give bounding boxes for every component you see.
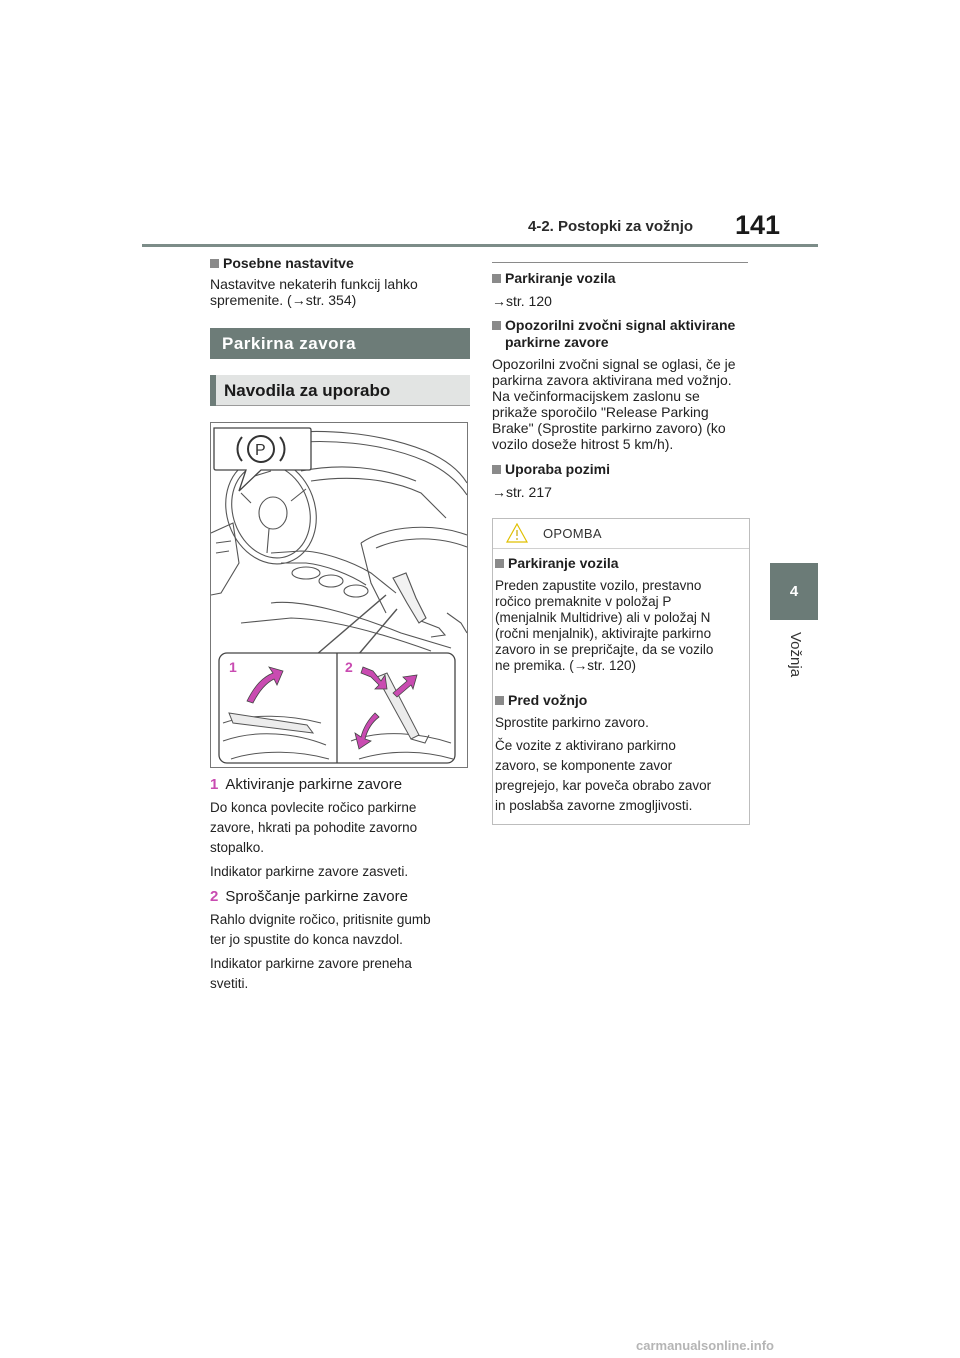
warning-triangle-icon bbox=[506, 523, 528, 543]
right-column bbox=[492, 262, 750, 825]
page-reference-link: str. 120 bbox=[506, 293, 552, 309]
special-settings-text: Nastavitve nekaterih funkcij lahko spremenite. (→str. 354) bbox=[210, 276, 418, 308]
step-1-number: 1 bbox=[210, 776, 219, 793]
warning-signal-heading: Opozorilni zvočni signal aktivirane parkirne zavore bbox=[492, 317, 750, 351]
car-interior-drawing bbox=[211, 423, 468, 768]
step-2 bbox=[210, 888, 470, 994]
note-before-driving-heading: Pred vožnjo bbox=[495, 692, 749, 709]
note-body bbox=[493, 549, 749, 824]
banner-accent-bar bbox=[210, 375, 216, 406]
page-number: 141 bbox=[735, 210, 781, 240]
square-bullet-icon bbox=[492, 321, 501, 330]
winter-heading: Uporaba pozimi bbox=[492, 461, 750, 478]
p-brake-indicator-icon: P bbox=[255, 442, 266, 459]
step-1-marker: 1 bbox=[229, 659, 237, 675]
square-bullet-icon bbox=[210, 259, 219, 268]
header-divider bbox=[142, 244, 818, 247]
parking-brake-illustration bbox=[210, 422, 468, 768]
parking-heading: Parkiranje vozila bbox=[492, 270, 750, 287]
subsection-banner: Navodila za uporabo bbox=[210, 375, 470, 406]
step-1-description: Do konca povlecite ročico parkirne zavore, hkrati pa pohodite zavorno stopalko. bbox=[210, 800, 418, 855]
arrow-right-icon: → bbox=[492, 293, 506, 309]
warning-signal-text: Opozorilni zvočni signal se oglasi, če je parkirna zavora aktivirana med vožnjo. Na večinformacijskem zaslonu se prikaže sporočilo "Release Parking Brake" (Sprostite parkirno zavoro) (ko vozilo doseže hitrost 5 km/h). bbox=[492, 356, 736, 452]
step-2-description: Rahlo dvignite ročico, pritisnite gumb ter jo spustite do konca navzdol. bbox=[210, 912, 431, 947]
step-1-title: Aktiviranje parkirne zavore bbox=[225, 776, 403, 793]
parking-reference bbox=[492, 293, 750, 309]
chapter-tab bbox=[770, 563, 818, 620]
note-before-driving-line1: Sprostite parkirno zavoro. bbox=[495, 715, 649, 730]
note-before-driving-text: Če vozite z aktivirano parkirno zavoro, se komponente zavor pregrejejo, kar poveča obrabo zavor in poslabša zavorne zmogljivosti. bbox=[495, 738, 712, 813]
page-reference-link: str. 217 bbox=[506, 484, 552, 500]
arrow-right-icon: → bbox=[492, 484, 506, 500]
note-parking-heading: Parkiranje vozila bbox=[495, 555, 749, 572]
page-reference-link: str. 354) bbox=[305, 292, 357, 308]
section-banner: Parkirna zavora bbox=[210, 328, 470, 359]
watermark: carmanualsonline.info bbox=[636, 1338, 774, 1353]
left-column bbox=[210, 255, 470, 994]
step-2-title: Sproščanje parkirne zavore bbox=[225, 888, 408, 905]
square-bullet-icon bbox=[495, 696, 504, 705]
chapter-number: 4 bbox=[789, 583, 799, 600]
square-bullet-icon bbox=[495, 559, 504, 568]
arrow-right-icon: → bbox=[291, 292, 306, 308]
special-settings-heading: Posebne nastavitve bbox=[210, 255, 470, 272]
page-reference-link: str. 120) bbox=[587, 658, 637, 673]
chapter-label: Vožnja bbox=[787, 632, 804, 678]
square-bullet-icon bbox=[492, 465, 501, 474]
winter-reference bbox=[492, 484, 750, 500]
step-1 bbox=[210, 776, 470, 882]
section-title: 4-2. Postopki za vožnjo bbox=[528, 218, 694, 235]
step-2-note: Indikator parkirne zavore preneha svetiti. bbox=[210, 956, 412, 991]
square-bullet-icon bbox=[492, 274, 501, 283]
arrow-right-icon: → bbox=[573, 658, 588, 673]
column-divider bbox=[492, 262, 748, 263]
note-header bbox=[493, 519, 749, 549]
step-2-number: 2 bbox=[210, 888, 219, 905]
note-box bbox=[492, 518, 750, 825]
step-1-note: Indikator parkirne zavore zasveti. bbox=[210, 864, 409, 879]
step-2-marker: 2 bbox=[345, 659, 353, 675]
note-title: OPOMBA bbox=[543, 526, 602, 541]
note-parking-text: Preden zapustite vozilo, prestavno ročico premaknite v položaj P (menjalnik Multidrive) ali v položaj N (ročni menjalnik), aktivirajte parkirno zavoro in se prepričajte, da se vozilo ne premika. (→str. 120) bbox=[495, 578, 714, 673]
